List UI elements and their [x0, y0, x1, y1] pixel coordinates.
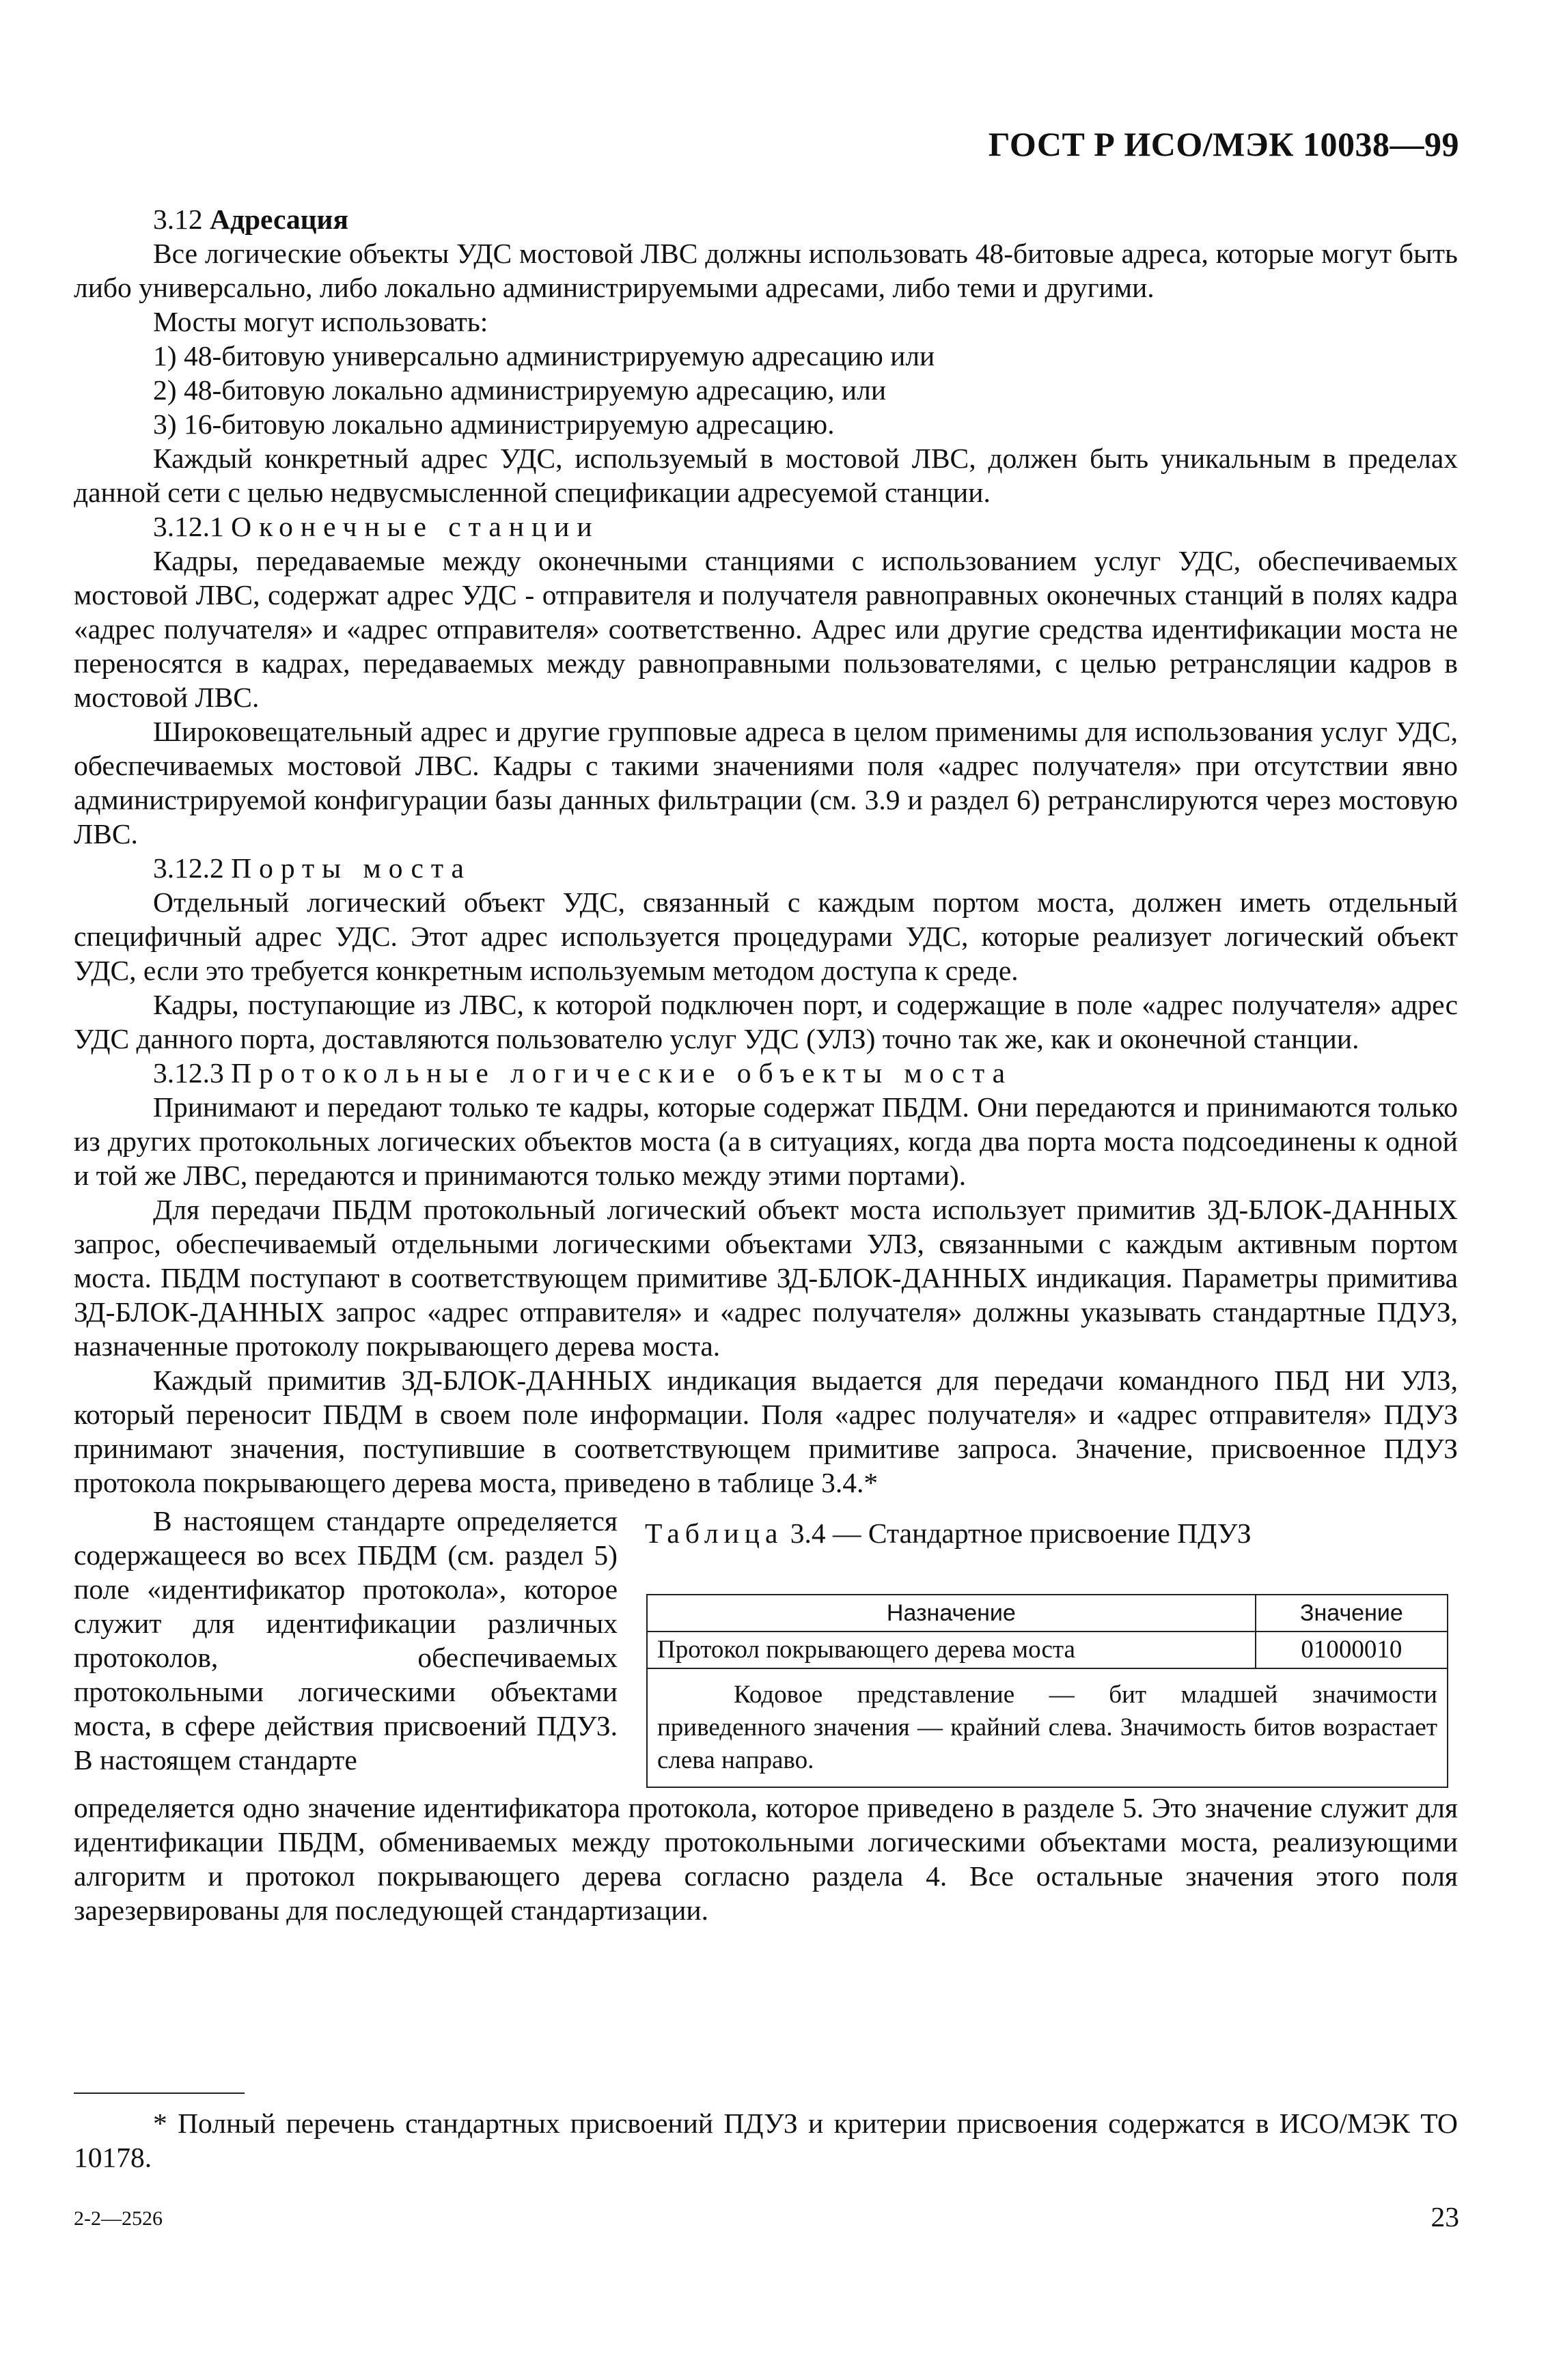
paragraph: Для передачи ПБДМ протокольный логический объект моста использует примитив ЗД-БЛОК-ДАННЫХ запрос, обеспечиваемый отдельными логическими объектами УЛЗ, связанными с каждым активным портом моста. ПБДМ поступают в соответствующем примитиве ЗД-БЛОК-ДАННЫХ индикация. Параметры примитива ЗД-БЛОК-ДАННЫХ запрос «адрес отправителя» и «адрес получателя» должны указывать стандартные ПДУЗ, назначенные протоколу покрывающего дерева моста. — [74, 1194, 1458, 1362]
paragraph: определяется одно значение идентификатора протокола, которое приведено в разделе 5. Это значение служит для идентификации ПБДМ, обмениваемых между протокольными логическими объектами моста, реализующими алгоритм и протокол покрывающего дерева согласно раздела 4. Все остальные значения этого поля зарезервированы для последующей стандартизации. — [74, 1792, 1458, 1926]
paragraph: Каждый конкретный адрес УДС, используемый в мостовой ЛВС, должен быть уникальным в пределах данной сети с целью недвусмысленной спецификации адресуемой станции. — [74, 443, 1458, 508]
section-heading-3-12-1 — [74, 509, 1458, 544]
paragraph: Отдельный логический объект УДС, связанный с каждым портом моста, должен иметь отдельный специфичный адрес УДС. Этот адрес используется процедурами УДС, которые реализует логический объект УДС, если это требуется конкретным используемым методом доступа к среде. — [74, 886, 1458, 986]
table-3-4 — [646, 1594, 1448, 1788]
section-heading-3-12-2 — [74, 851, 1458, 885]
section-number: 3.12 — [153, 204, 203, 235]
paragraph: В настоящем стандарте определяется содержащееся во всех ПБДМ (см. раздел 5) поле «идентификатор протокола», которое служит для идентификации различных протоколов, обеспечиваемых протокольными логическими объектами моста, в сфере действия присвоений ПДУЗ. В настоящем стандарте — [74, 1505, 618, 1776]
paragraph: Каждый примитив ЗД-БЛОК-ДАННЫХ индикация выдается для передачи командного ПБД НИ УЛЗ, который переносит ПБДМ в своем поле информации. Поля «адрес получателя» и «адрес отправителя» ПДУЗ принимают значения, поступившие в соответствующем примитиве запроса. Значение, присвоенное ПДУЗ протокола покрывающего дерева моста, приведено в таблице 3.4.* — [74, 1364, 1458, 1498]
section-title: Оконечные станции — [231, 511, 600, 542]
section-title: Протокольные логические объекты моста — [231, 1057, 1013, 1089]
footnote — [74, 2106, 1458, 2174]
paragraph: Мосты могут использовать: — [153, 306, 488, 337]
table-cell: Протокол покрывающего дерева моста — [647, 1632, 1256, 1668]
column-header: Назначение — [647, 1595, 1256, 1632]
table-caption-word: Таблица — [645, 1517, 784, 1549]
list-item: 1) 48-битовую универсально администрируемую адресацию или — [153, 340, 935, 372]
paragraph: Все логические объекты УДС мостовой ЛВС должны использовать 48-битовые адреса, которые могут быть либо универсально, либо локально администрируемыми адресами, либо теми и другими. — [74, 238, 1458, 303]
print-code: 2-2—2526 — [74, 2207, 163, 2230]
page-number: 23 — [1430, 2201, 1459, 2232]
paragraph: Кадры, поступающие из ЛВС, к которой подключен порт, и содержащие в поле «адрес получателя» адрес УДС данного порта, доставляются пользователю услуг УДС (УЛЗ) точно так же, как и оконечной станции. — [74, 989, 1458, 1054]
table-note: Кодовое представление — бит младшей значимости приведенного значения — крайний слева. Значимость битов возрастает слева направо. — [647, 1668, 1448, 1787]
paragraph: Принимают и передают только те кадры, которые содержат ПБДМ. Они передаются и принимаются только из других протокольных логических объектов моста (а в ситуациях, когда два порта моста подсоединены к одной и той же ЛВС, передаются и принимаются только между этими портами). — [74, 1091, 1458, 1191]
wrapped-text — [74, 1504, 618, 1777]
section-title: Порты моста — [231, 852, 471, 884]
main-content — [74, 202, 1458, 1927]
text-with-table — [74, 1504, 1458, 1791]
list-item: 3) 16-битовую локально администрируемую адресацию. — [153, 408, 835, 440]
list-item: 2) 48-битовую локально администрируемую адресацию, или — [153, 374, 887, 406]
table-caption — [645, 1516, 1252, 1550]
paragraph: Широковещательный адрес и другие групповые адреса в целом применимы для использования услуг УДС, обеспечиваемых мостовой ЛВС. Кадры с такими значениями поля «адрес получателя» при отсутствии явно администрируемой конфигурации базы данных фильтрации (см. 3.9 и раздел 6) ретранслируются через мостовую ЛВС. — [74, 716, 1458, 850]
section-heading-3-12-3 — [74, 1056, 1458, 1090]
table-note-row — [647, 1668, 1448, 1787]
section-heading-3-12 — [74, 202, 1458, 236]
table-row — [647, 1632, 1448, 1668]
table-header-row — [647, 1595, 1448, 1632]
section-number: 3.12.2 — [153, 852, 224, 884]
section-title: Адресация — [210, 204, 348, 235]
section-number: 3.12.3 — [153, 1057, 224, 1089]
document-header: ГОСТ Р ИСО/МЭК 10038—99 — [988, 125, 1459, 163]
table-caption-text: 3.4 — Стандартное присвоение ПДУЗ — [790, 1517, 1252, 1549]
paragraph: Кадры, передаваемые между оконечными станциями с использованием услуг УДС, обеспечиваемых мостовой ЛВС, содержат адрес УДС - отправителя и получателя равноправных оконечных станций в полях кадра «адрес получателя» и «адрес отправителя» соответственно. Адрес или другие средства идентификации моста не переносятся в кадрах, передаваемых между равноправными пользователями, с целью ретрансляции кадров в мостовой ЛВС. — [74, 545, 1458, 713]
section-number: 3.12.1 — [153, 511, 224, 542]
column-header: Значение — [1256, 1595, 1448, 1632]
table-cell: 01000010 — [1256, 1632, 1448, 1668]
footnote-text: * Полный перечень стандартных присвоений ПДУЗ и критерии присвоения содержатся в ИСО/МЭК ТО 10178. — [74, 2108, 1458, 2173]
footnote-divider — [74, 2092, 245, 2094]
